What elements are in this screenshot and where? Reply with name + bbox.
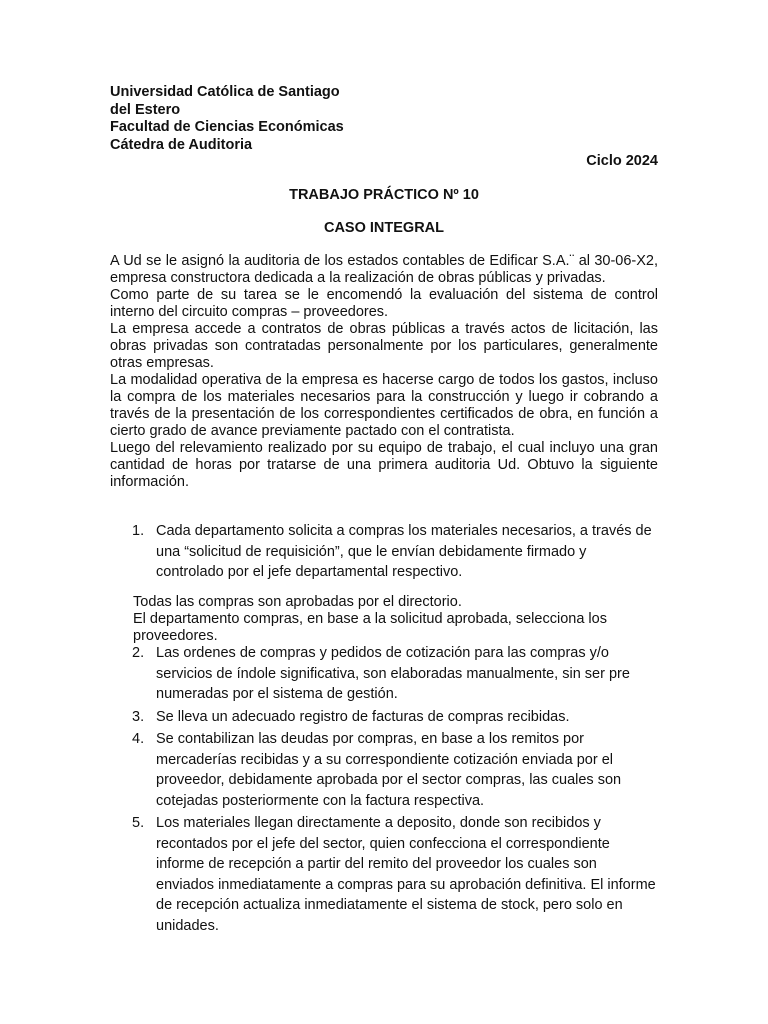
paragraph: Como parte de su tarea se le encomendó la evaluación del sistema de control interno del circuito compras – proveedores. — [110, 287, 658, 320]
list-text: Las ordenes de compras y pedidos de cotización para las compras y/o servicios de índole significativa, son elaboradas manualmente, sin ser pre numeradas por el sistema de gestión. — [156, 645, 630, 702]
paragraph: Luego del relevamiento realizado por su equipo de trabajo, el cual incluyo una gran cantidad de horas por tratarse de una primera auditoria Ud. Obtuvo la siguiente información. — [110, 440, 658, 490]
header-faculty: Facultad de Ciencias Económicas — [110, 119, 344, 135]
cycle-label: Ciclo 2024 — [586, 153, 658, 169]
list-text: Se contabilizan las deudas por compras, en base a los remitos por mercaderías recibidas y a su correspondiente cotización enviada por el proveedor, debidamente aprobada por el sector compras, las cuales son cotejadas posteriormente con la factura respectiva. — [156, 731, 622, 809]
note-line: El departamento compras, en base a la solicitud aprobada, selecciona los proveedores. — [133, 611, 607, 644]
institution-header — [110, 84, 344, 154]
list-number: 5. — [132, 815, 145, 831]
numbered-list-rest — [110, 643, 658, 938]
header-university-cont: del Estero — [110, 101, 181, 118]
note-line: Todas las compras son aprobadas por el directorio. — [133, 594, 462, 610]
paragraph: La empresa accede a contratos de obras públicas a través actos de licitación, las obras privadas son contratadas personalmente por los particulares, generalmente otras empresas. — [110, 321, 658, 371]
list-text: Se lleva un adecuado registro de facturas de compras recibidas. — [156, 708, 570, 725]
document-title: TRABAJO PRÁCTICO Nº 10 — [289, 187, 479, 203]
header-university: Universidad Católica de Santiago — [110, 84, 340, 100]
list-number: 1. — [132, 523, 145, 539]
list-text: Cada departamento solicita a compras los materiales necesarios, a través de una “solicitud de requisición”, que le envían debidamente firmado y controlado por el jefe departamental respectivo. — [156, 523, 652, 580]
list-number: 3. — [132, 708, 145, 725]
list-item — [110, 729, 658, 811]
header-chair: Cátedra de Auditoria — [110, 136, 253, 153]
list-item — [110, 813, 658, 936]
numbered-list-first — [110, 521, 658, 583]
list-item — [110, 521, 658, 583]
list-item — [110, 643, 658, 705]
list-number: 4. — [132, 731, 145, 747]
paragraph: La modalidad operativa de la empresa es hacerse cargo de todos los gastos, incluso la compra de los materiales necesarios para la construcción y luego ir cobrando a través de la presentación de los correspondientes certificados de obra, en función a cierto grado de avance previamente pactado con el contratista. — [110, 372, 658, 439]
middle-notes — [133, 594, 658, 645]
intro-paragraphs — [110, 253, 658, 491]
list-item — [110, 707, 658, 728]
list-text: Los materiales llegan directamente a deposito, donde son recibidos y recontados por el jefe del sector, quien confecciona el correspondiente informe de recepción a partir del remito del proveedor los cuales son enviados inmediatamente a compras para su aprobación definitiva. El informe de recepción actualiza inmediatamente el sistema de stock, pero solo en unidades. — [156, 815, 656, 934]
list-number: 2. — [132, 645, 145, 661]
document-subtitle: CASO INTEGRAL — [323, 220, 445, 236]
paragraph: A Ud se le asignó la auditoria de los estados contables de Edificar S.A.¨ al 30-06-X2, empresa constructora dedicada a la realización de obras públicas y privadas. — [110, 253, 658, 286]
